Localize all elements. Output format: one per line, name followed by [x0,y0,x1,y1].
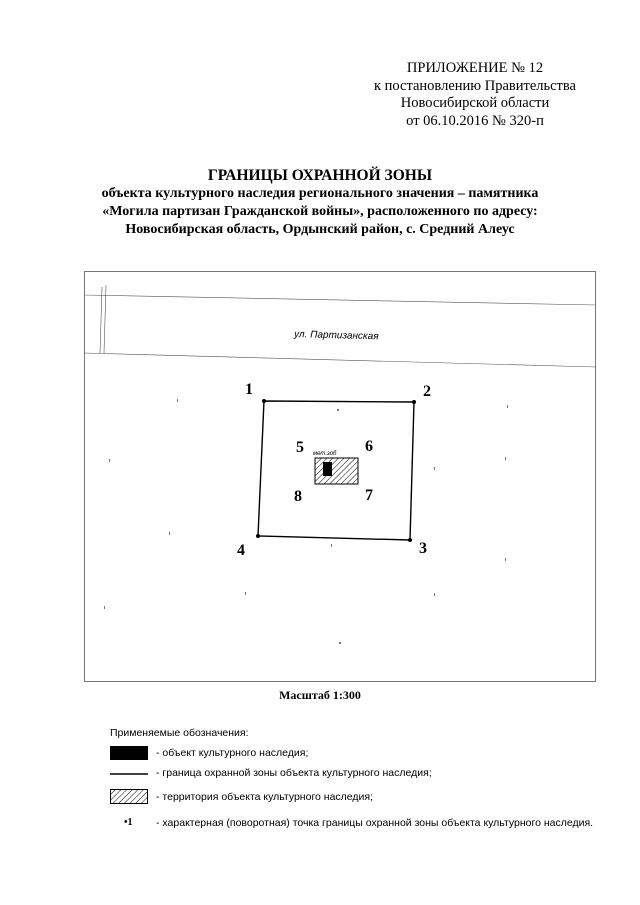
legend [110,727,594,829]
title-monument: «Могила партизан Гражданской войны», расположенного по адресу: [102,204,538,219]
point-marker-symbol: •1 [124,817,133,828]
document-title [0,166,640,239]
corner-marker [262,399,266,403]
point-label-7: 7 [365,487,373,504]
corner-marker [408,538,412,542]
legend-item-text: - объект культурного наследия; [156,747,309,759]
point-label-4: 4 [237,542,245,559]
heritage-territory-symbol [110,789,150,805]
legend-item-text: - граница охранной зоны объекта культурного наследия; [156,767,432,779]
map-scale: Масштаб 1:300 [279,688,361,702]
heritage-object-symbol [110,745,150,761]
title-main: ГРАНИЦЫ ОХРАННОЙ ЗОНЫ [207,167,433,184]
heritage-territory [315,458,358,484]
street-label: ул. Партизанская [293,329,379,343]
appendix-header [374,60,576,130]
appendix-date: от 06.10.2016 № 320-п [406,112,544,129]
point-label-1: 1 [245,381,253,398]
legend-item-text: - территория объекта культурного наследия; [156,791,374,803]
legend-heading: Применяемые обозначения: [110,727,249,739]
point-label-3: 3 [419,540,427,557]
parcel-line [100,287,102,353]
point-label-5: 5 [296,439,304,456]
object-label: мет.зоб [313,451,337,457]
boundary-line-symbol [110,765,150,781]
point-label-2: 2 [423,383,431,400]
corner-marker [256,534,260,538]
corner-marker [412,400,416,404]
point-label-8: 8 [294,488,302,505]
legend-item [110,815,630,833]
street-edge-south [84,353,596,367]
title-address: Новосибирская область, Ордынский район, с. Средний Алеус [125,222,515,237]
point-label-6: 6 [365,438,373,455]
legend-item [110,765,630,783]
title-object: объекта культурного наследия регионального значения – памятника [101,186,539,201]
boundary-map [84,271,596,682]
heritage-object [323,462,332,476]
street-edge-north [84,295,596,305]
legend-item-text: - характерная (поворотная) точка границы охранной зоны объекта культурного наследия. [156,817,594,829]
appendix-region: Новосибирской области [400,95,550,111]
legend-item [110,745,630,763]
appendix-resolution: к постановлению Правительства [374,77,576,94]
legend-item [110,789,630,807]
appendix-number: ПРИЛОЖЕНИЕ № 12 [406,60,544,76]
map-speckles [104,399,508,644]
